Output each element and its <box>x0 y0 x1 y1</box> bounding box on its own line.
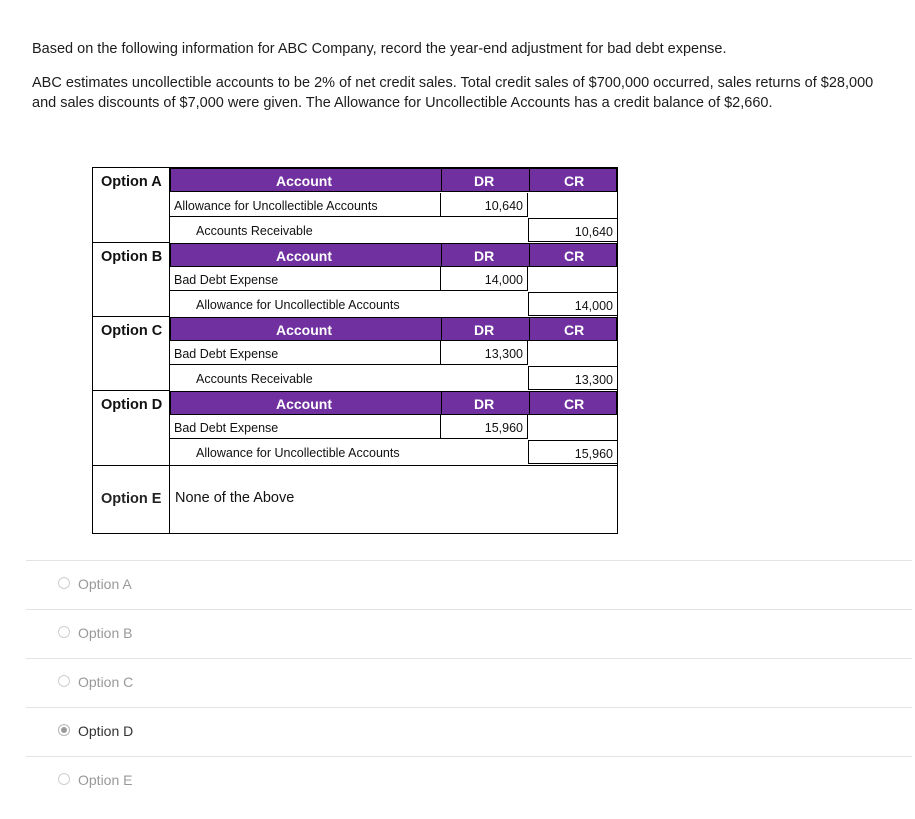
radio-button[interactable] <box>58 577 70 589</box>
radio-button[interactable] <box>58 675 70 687</box>
option-d-credit-row <box>170 440 617 464</box>
option-b-label: Option B <box>93 243 170 317</box>
choice-option-e[interactable] <box>26 756 912 806</box>
question-intro: Based on the following information for ABC Company, record the year-end adjustment for bad debt expense. <box>32 41 727 57</box>
option-c-credit-row <box>170 366 617 390</box>
choice-label: Option C <box>78 674 134 690</box>
option-e-label: Option E <box>93 465 170 533</box>
option-d-header: Account DR CR <box>170 391 617 415</box>
debit-amount: 13,300 <box>484 347 523 361</box>
choice-label: Option D <box>78 723 134 739</box>
choice-label: Option A <box>78 576 132 592</box>
credit-account: Accounts Receivable <box>196 224 313 238</box>
credit-account: Allowance for Uncollectible Accounts <box>196 298 400 312</box>
option-d-debit-row <box>170 415 617 439</box>
option-e-text: None of the Above <box>175 490 295 506</box>
credit-account: Accounts Receivable <box>196 372 313 386</box>
debit-account: Bad Debt Expense <box>174 347 279 361</box>
debit-amount: 10,640 <box>484 199 523 213</box>
option-b-debit-row <box>170 267 617 291</box>
radio-button[interactable] <box>58 773 70 785</box>
header-dr: DR <box>474 173 495 189</box>
option-a-header <box>170 168 617 192</box>
option-d-label: Option D <box>93 391 170 465</box>
credit-amount: 13,300 <box>574 373 613 387</box>
journal-entry-table <box>92 167 618 534</box>
radio-button[interactable] <box>58 626 70 638</box>
question-details: ABC estimates uncollectible accounts to be 2% of net credit sales. Total credit sales of $700,000 occurred, sales returns of $28,000 and sales discounts of $7,000 were given. The Allowance for Uncollectible Accounts has a credit balance of $2,660. <box>32 75 874 111</box>
option-b-credit-row <box>170 292 617 316</box>
debit-amount: 15,960 <box>484 421 523 435</box>
choice-option-d[interactable] <box>26 707 912 757</box>
debit-account: Allowance for Uncollectible Accounts <box>174 199 378 213</box>
credit-amount: 15,960 <box>574 447 613 461</box>
option-c-debit-row <box>170 341 617 365</box>
header-account: Account <box>276 173 332 189</box>
header-cr: CR <box>564 173 585 189</box>
credit-account: Allowance for Uncollectible Accounts <box>196 446 400 460</box>
credit-amount: 14,000 <box>574 299 613 313</box>
radio-button-selected[interactable] <box>58 724 70 736</box>
credit-amount: 10,640 <box>574 225 613 239</box>
debit-amount: 14,000 <box>484 273 523 287</box>
option-c-label: Option C <box>93 317 170 391</box>
choice-label: Option B <box>78 625 133 641</box>
choice-option-a[interactable] <box>26 560 912 610</box>
debit-account: Bad Debt Expense <box>174 273 279 287</box>
option-a-label: Option A <box>93 168 170 243</box>
option-c-header: Account DR CR <box>170 317 617 341</box>
option-b-header: Account DR CR <box>170 243 617 267</box>
choice-option-b[interactable] <box>26 609 912 659</box>
choice-label: Option E <box>78 772 133 788</box>
choice-option-c[interactable] <box>26 658 912 708</box>
option-a-debit-row <box>170 193 617 217</box>
option-a-credit-row <box>170 218 617 242</box>
debit-account: Bad Debt Expense <box>174 421 279 435</box>
